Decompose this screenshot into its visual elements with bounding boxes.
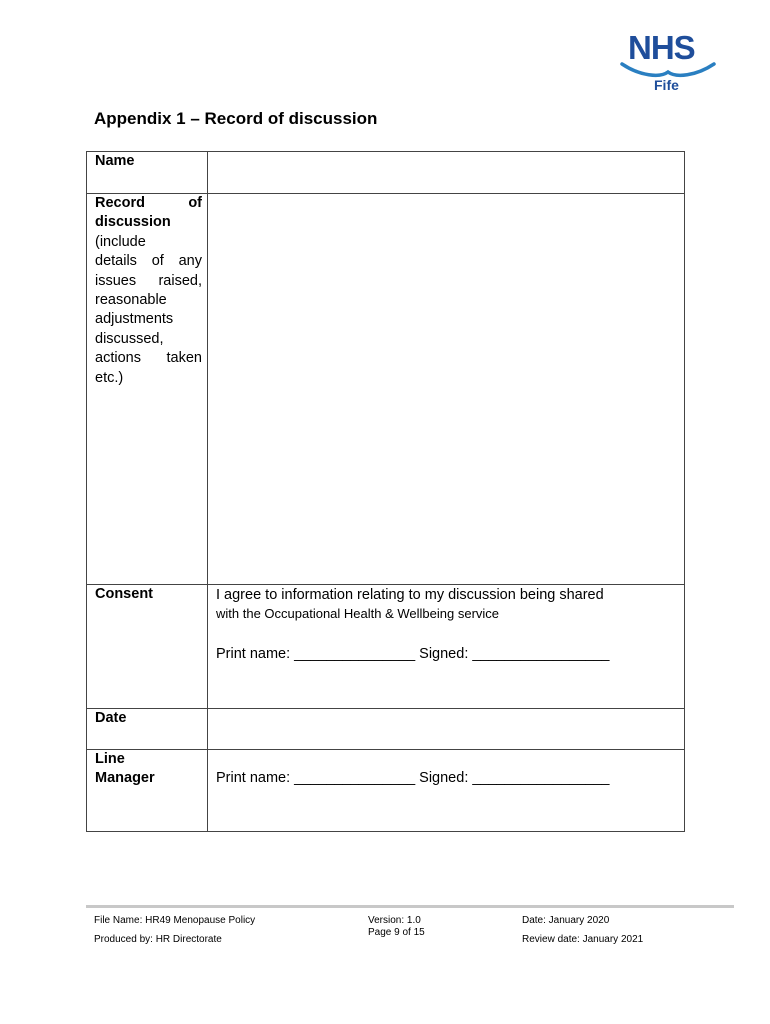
line-manager-label-cell	[87, 750, 208, 832]
record-label-line3: (include	[95, 233, 146, 250]
record-label-line4: details of any	[95, 253, 202, 270]
record-label-line10: etc.)	[95, 369, 124, 386]
record-label-line5: issues raised,	[95, 272, 202, 289]
footer-review-date: Review date: January 2021	[522, 934, 644, 945]
name-label-cell	[87, 152, 208, 194]
date-row	[87, 709, 685, 750]
record-label-word1: Record	[95, 195, 145, 211]
name-row	[87, 152, 685, 194]
consent-cell	[208, 585, 685, 709]
name-field[interactable]	[208, 152, 685, 194]
consent-label: Consent	[95, 586, 153, 602]
date-field[interactable]	[208, 709, 685, 750]
page-title: Appendix 1 – Record of discussion	[94, 109, 378, 128]
consent-text-line1: I agree to information relating to my discussion being shared	[216, 587, 604, 603]
footer-file-name: File Name: HR49 Menopause Policy	[94, 915, 256, 926]
line-manager-row	[87, 750, 685, 832]
nhs-fife-logo	[618, 30, 718, 96]
footer-divider	[86, 905, 734, 908]
consent-print-signed-field[interactable]: Print name: _______________ Signed: _________________	[216, 646, 610, 662]
footer-date: Date: January 2020	[522, 915, 610, 926]
record-field[interactable]	[208, 194, 685, 585]
line-manager-label-line1: Line	[95, 751, 125, 767]
record-of-discussion-form	[86, 151, 685, 832]
consent-text-line2: with the Occupational Health & Wellbeing service	[216, 606, 500, 621]
record-label-cell	[87, 194, 208, 585]
consent-label-cell	[87, 585, 208, 709]
date-label: Date	[95, 710, 127, 726]
date-label-cell	[87, 709, 208, 750]
record-label-line7: adjustments	[95, 311, 174, 328]
record-label-line9: actions taken	[95, 350, 202, 367]
name-label: Name	[95, 153, 135, 169]
line-manager-label-line2: Manager	[95, 770, 155, 787]
record-label-line8: discussed,	[95, 330, 164, 347]
consent-row	[87, 585, 685, 709]
record-label-line6: reasonable	[95, 292, 167, 309]
footer-page-number: Page 9 of 15	[368, 927, 425, 938]
record-label-line2: discussion	[95, 214, 171, 231]
footer-produced-by: Produced by: HR Directorate	[94, 934, 222, 945]
record-label-word2: of	[188, 195, 202, 211]
line-manager-cell	[208, 750, 685, 832]
logo-fife-text: Fife	[654, 77, 679, 93]
logo-nhs-text: NHS	[628, 29, 695, 66]
record-row	[87, 194, 685, 585]
line-manager-print-signed-field[interactable]: Print name: _______________ Signed: _________________	[216, 770, 610, 786]
footer-version: Version: 1.0	[368, 915, 421, 926]
record-label-line1	[95, 194, 202, 213]
